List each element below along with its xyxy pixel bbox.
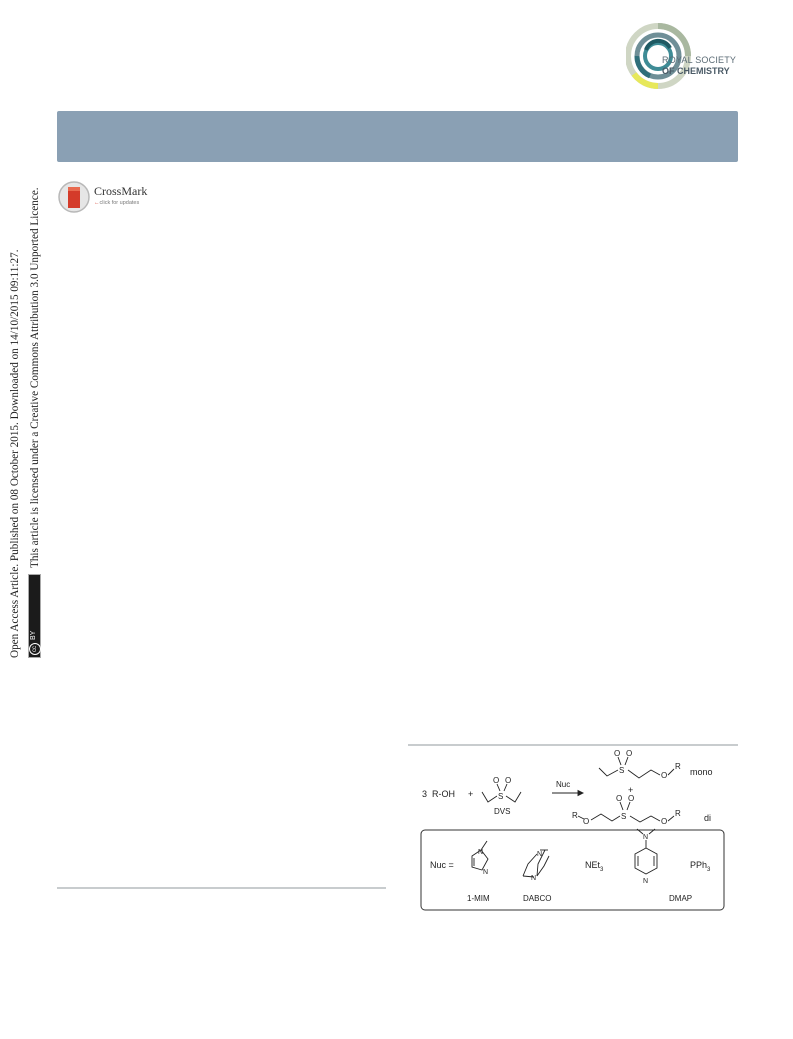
net3-label: NEt$_3$ [585, 860, 604, 873]
dvs-oxygen-2: O [505, 776, 512, 785]
dabco-label: DABCO [523, 894, 552, 903]
plus-sign: + [468, 789, 474, 799]
dabco-nitrogen-bottom: N [531, 875, 537, 882]
crossmark-title: CrossMark [94, 184, 148, 198]
cc-by-badge[interactable] [28, 574, 41, 658]
arrow-label: Nuc [556, 780, 571, 789]
di-label: di [704, 813, 712, 823]
publication-info: Open Access Article. Published on 08 October 2015. Downloaded on 14/10/2015 09:11:27. [9, 249, 21, 658]
reaction-arrow-icon [552, 791, 583, 796]
crossmark-subtitle: ←click for updates [94, 200, 140, 206]
crossmark-icon [57, 180, 91, 214]
dmap-ring-nitrogen: N [643, 878, 649, 885]
mono-label: mono [690, 767, 713, 777]
reaction-scheme-drawing [408, 746, 738, 916]
mim-label: 1-MIM [467, 894, 490, 903]
di-ether-oxygen-left: O [583, 817, 590, 826]
mono-ether-oxygen: O [661, 771, 668, 780]
product-plus-sign: + [628, 785, 634, 795]
dvs-sulfur: S [498, 792, 504, 801]
dabco-nitrogen-top: N [537, 851, 543, 858]
di-oxygen-2: O [628, 794, 635, 803]
dvs-label: DVS [494, 807, 511, 816]
mono-r-group: R [675, 762, 681, 771]
di-ether-oxygen-right: O [661, 817, 668, 826]
mono-oxygen-2: O [626, 749, 633, 758]
reactant-label: R-OH [432, 789, 455, 799]
by-label: BY [30, 630, 37, 640]
crossmark-badge[interactable] [57, 180, 157, 214]
di-oxygen-1: O [616, 794, 623, 803]
nuc-prefix: Nuc = [430, 860, 454, 870]
header-banner [57, 111, 738, 162]
di-r-group-left: R [572, 811, 578, 820]
dmap-amine-nitrogen: N [643, 834, 649, 841]
mono-sulfur: S [619, 766, 625, 775]
mono-oxygen-1: O [614, 749, 621, 758]
di-r-group-right: R [675, 809, 681, 818]
reaction-scheme [408, 746, 738, 916]
logo-line-1: ROYAL SOCIETY [662, 55, 737, 65]
pph3-label: PPh$_3$ [690, 860, 711, 873]
reactant-coefficient: 3 [422, 789, 428, 799]
license-info[interactable]: This article is licensed under a Creative Commons Attribution 3.0 Unported Licence. [29, 187, 41, 568]
di-sulfur: S [621, 812, 627, 821]
publisher-logo [626, 18, 748, 98]
left-column-rule [57, 887, 386, 889]
dmap-label: DMAP [669, 894, 693, 903]
mim-nitrogen-2: N [483, 869, 489, 876]
logo-line-2: OF CHEMISTRY [662, 66, 730, 76]
dvs-oxygen-1: O [493, 776, 500, 785]
mim-nitrogen-1: N [478, 849, 484, 856]
arrow-left-icon: ← [94, 200, 100, 206]
cc-icon: cc [29, 643, 41, 655]
dabco-structure [523, 850, 549, 877]
